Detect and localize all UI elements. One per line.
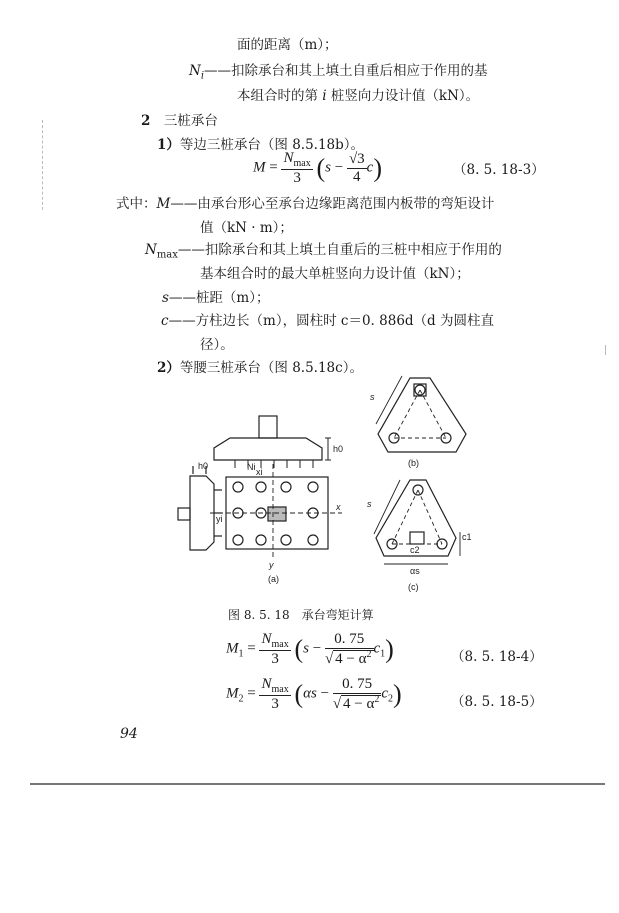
fig-label-b: (b) [408,458,419,468]
eq-lhs-sub: 1 [238,648,244,660]
fig-label-ni: Ni [247,462,256,472]
eq-term-sub: 2 [388,693,394,705]
eq-term: c [366,159,374,176]
text: i [322,88,327,104]
eq-lhs-sub: 2 [238,693,244,705]
item-number: 1） [157,137,180,153]
symbol: s [162,290,169,306]
fig-label-xi: xi [256,467,263,477]
eq-iden: 4 − α [335,650,367,667]
fig-axis-x: x [336,502,341,512]
eq-term: c [373,640,381,657]
fig-label-h0: h0 [333,444,344,454]
equation-tag: （8. 5. 18-3） [453,162,545,178]
fraction [259,676,290,713]
eq-num-sub: max [293,158,311,169]
margin-mark [42,120,44,210]
item-text: 等边三桩承台（图 8.5.18b）。 [179,137,365,153]
eq-term: s [325,159,331,176]
eq-minus: − [312,640,322,657]
margin-mark [605,345,606,355]
text: 扣除承台和其上填土自重后相应于作用的基 [231,63,488,79]
eq-term-sub: 1 [380,648,386,660]
fraction [347,151,367,185]
eq-num: N [261,676,272,692]
figure-8-5-18 [170,372,490,597]
definition-c [161,309,494,329]
dash: —— [204,63,232,79]
eq-term: s [303,640,309,657]
cap-elevation [214,416,331,468]
eq-iden: 4 − α [343,695,375,712]
eq-den: 3 [293,170,301,186]
section-title: 三桩承台 [163,113,218,129]
eq-inum: 0. 75 [325,631,374,649]
definition-s [162,286,270,306]
section-number: 2 [141,113,151,129]
lead: 式中： [116,196,157,212]
eq-inum: 0. 75 [333,676,382,694]
eq-num-sub: max [271,639,289,650]
fig-label-c2: c2 [410,545,420,555]
cap-plan [210,464,342,560]
equation-8-5-18-3: M = $\frac{N_{max}}{3}$ (s − $\frac{√3}{4}$ c) [253,150,383,186]
symbol: c [161,313,169,329]
text: 桩距（m）； [195,290,270,306]
symbol-sub: max [156,249,178,261]
eq-lhs: M [253,159,266,176]
equation-tag: （8. 5. 18-4） [451,649,543,665]
dash: —— [168,290,196,306]
fraction: $\frac{0. 75}{√ 4 - \alpha^2}$ [332,676,380,712]
cap-section [178,466,222,550]
figure-caption: 图 8. 5. 18 承台弯矩计算 [228,608,374,622]
page-number: 94 [120,726,138,742]
text-line: 径）。 [200,337,234,353]
fig-label-c1: c1 [462,532,472,542]
dash: —— [170,196,198,212]
text: 本组合时的第 [237,88,323,104]
eq-term: αs [303,685,317,702]
definition-ni [189,59,488,82]
fig-label-s-b: s [370,392,375,402]
symbol: N [145,242,157,258]
text: 方柱边长（m），圆柱时 c＝0. 886d（d 为圆柱直 [195,313,494,329]
eq-sign: = [269,159,278,176]
text: 扣除承台和其上填土自重后的三桩中相应于作用的 [204,242,502,258]
section-heading [141,109,218,129]
text-line [237,84,479,104]
eq-minus: − [334,159,344,176]
scan-line [30,783,605,785]
eq-num: N [283,150,294,166]
fig-label-c: (c) [408,582,419,592]
equation-8-5-18-5: $M_2$ = $\frac{N_{max}}{3}$ (αs − $\frac{0. 75}{√ 4 - \alpha^2}$ $c_2$) [226,676,402,712]
fraction [259,631,290,668]
eq-num: N [261,631,272,647]
dash: —— [168,313,196,329]
fig-label-a: (a) [268,574,279,584]
text-line: 面的距离（m）； [237,37,338,53]
eq-lhs: M [226,685,239,702]
eq-minus: − [320,685,330,702]
equation-8-5-18-4: $M_1$ = $\frac{N_{max}}{3}$ (s − $\frac{0. 75}{√ 4 - \alpha^2}$ $c_1$) [226,631,394,667]
fig-label-h0-side: h0 [198,461,209,471]
fig-label-s-c: s [367,499,372,509]
fraction [281,150,312,187]
eq-num-sub: max [271,684,289,695]
fig-label-yi: yi [216,514,223,524]
triangle-cap-b [376,376,466,452]
eq-term: c [381,685,389,702]
dash: —— [177,242,205,258]
eq-lhs: M [226,640,239,657]
item-number: 2） [157,360,180,376]
text-line: 值（kN · m）； [200,220,293,236]
symbol: N [189,63,201,79]
eq-rden: 4 [353,168,361,185]
fig-axis-y: y [269,560,274,570]
text: 桩竖向力设计值（kN）。 [326,88,480,104]
equation-tag: （8. 5. 18-5） [451,694,543,710]
eq-den: 3 [271,696,279,712]
symbol-sub: i [200,70,205,82]
symbol: M [156,196,171,212]
eq-den: 3 [271,651,279,667]
item-text: 等腰三桩承台（图 8.5.18c）。 [179,360,363,376]
definition-m [116,192,494,212]
fraction: $\frac{0. 75}{√ 4 - \alpha^2}$ [324,631,372,667]
text: 由承台形心至承台边缘距离范围内板带的弯矩设计 [197,196,495,212]
definition-nmax [145,238,502,261]
fig-label-as: αs [410,566,420,576]
text-line: 基本组合时的最大单桩竖向力设计值（kN）； [200,266,470,282]
eq-rnum: √3 [348,151,365,168]
